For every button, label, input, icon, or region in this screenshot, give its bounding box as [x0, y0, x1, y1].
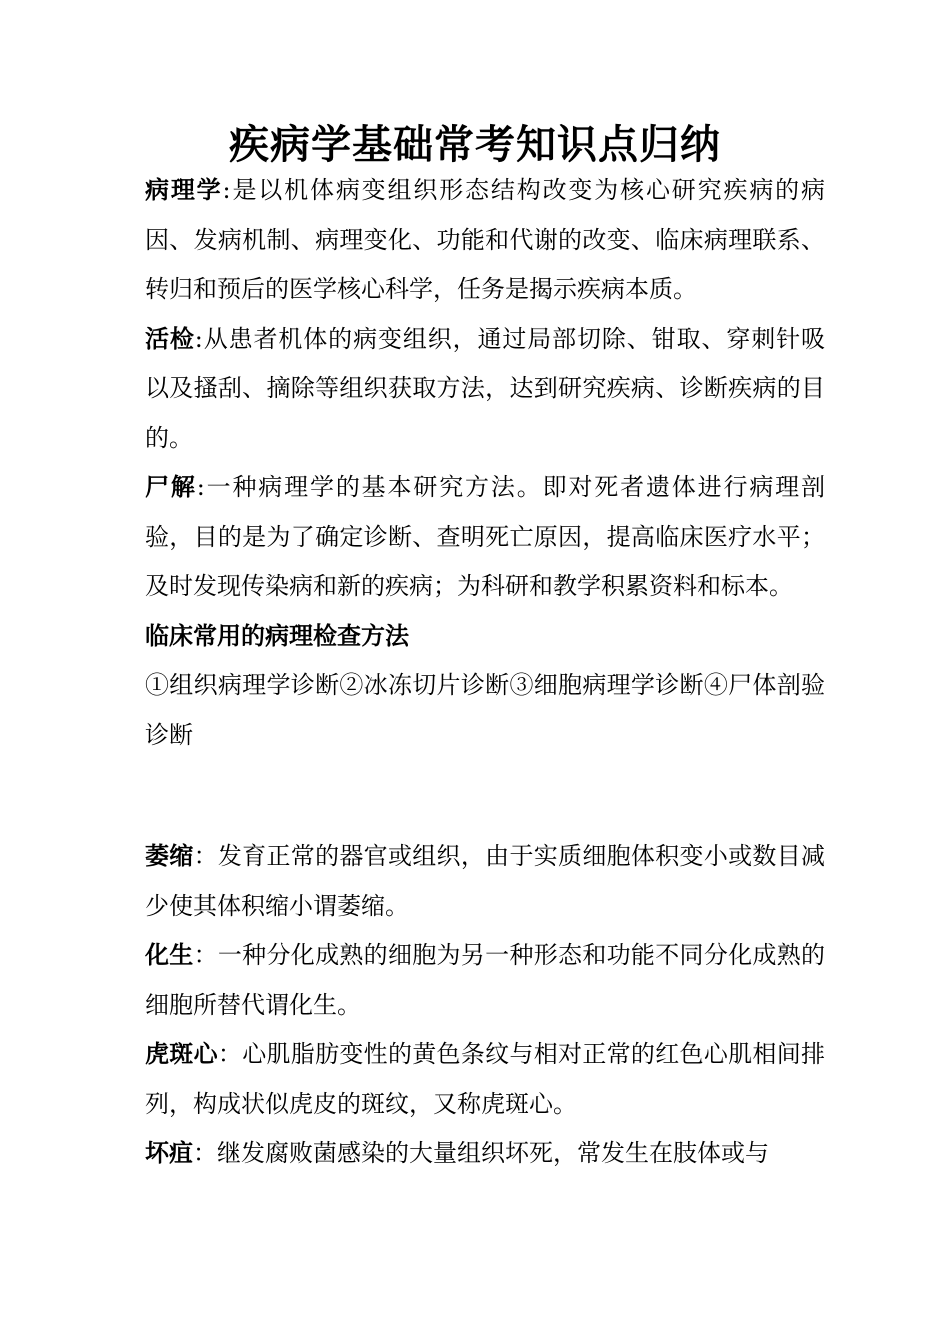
document-body	[145, 166, 825, 1179]
page-title: 疾病学基础常考知识点归纳	[229, 121, 721, 168]
methods-list: ①组织病理学诊断②冰冻切片诊断③细胞病理学诊断④尸体剖验诊断	[145, 671, 825, 749]
definition-biopsy	[145, 315, 825, 464]
definition-text: 从患者机体的病变组织，通过局部切除、钳取、穿刺针吸以及搔刮、摘除等组织获取方法，达到研究疾病、诊断疾病的目的。	[145, 324, 826, 452]
term-label: 萎缩	[145, 842, 194, 870]
term-label: 化生	[145, 941, 194, 969]
section-heading-methods: 临床常用的病理检查方法	[145, 621, 409, 650]
definition-text: 一种病理学的基本研究方法。即对死者遗体进行病理剖验，目的是为了确定诊断、查明死亡原因，提高临床医疗水平；及时发现传染病和新的疾病；为科研和教学积累资料和标本。	[145, 473, 826, 600]
blank-spacer	[145, 760, 825, 832]
definition-text: 心肌脂肪变性的黄色条纹与相对正常的红色心肌相间排列，构成状似虎皮的斑纹，又称虎斑心。	[145, 1040, 826, 1118]
definition-pathology	[145, 166, 825, 315]
term-separator: ：	[193, 842, 218, 870]
definition-text: 发育正常的器官或组织，由于实质细胞体积变小或数目减少使其体积缩小谓萎缩。	[145, 842, 825, 920]
definition-text: 是以机体病变组织形态结构改变为核心研究疾病的病因、发病机制、病理变化、功能和代谢的改变、临床病理联系、转归和预后的医学核心科学，任务是揭示疾病本质。	[145, 176, 826, 303]
definition-autopsy	[145, 463, 825, 612]
definition-gangrene	[145, 1129, 825, 1179]
term-separator: :	[196, 473, 205, 501]
definition-atrophy	[145, 832, 825, 931]
definition-tigroid-heart	[145, 1030, 825, 1129]
term-separator: :	[194, 324, 203, 353]
term-separator: ：	[193, 941, 218, 969]
term-separator: ：	[217, 1040, 243, 1068]
definition-metaplasia	[145, 931, 825, 1030]
term-label: 虎斑心	[145, 1040, 218, 1068]
term-label: 坏疽	[145, 1139, 193, 1167]
term-separator: ：	[193, 1139, 217, 1167]
term-separator: :	[222, 176, 231, 204]
term-label: 病理学	[145, 176, 223, 204]
definition-text: 一种分化成熟的细胞为另一种形态和功能不同分化成熟的细胞所替代谓化生。	[145, 941, 825, 1019]
definition-text: 继发腐败菌感染的大量组织坏死，常发生在肢体或与	[217, 1139, 769, 1167]
term-label: 活检	[145, 324, 195, 353]
term-label: 尸解	[145, 473, 197, 501]
